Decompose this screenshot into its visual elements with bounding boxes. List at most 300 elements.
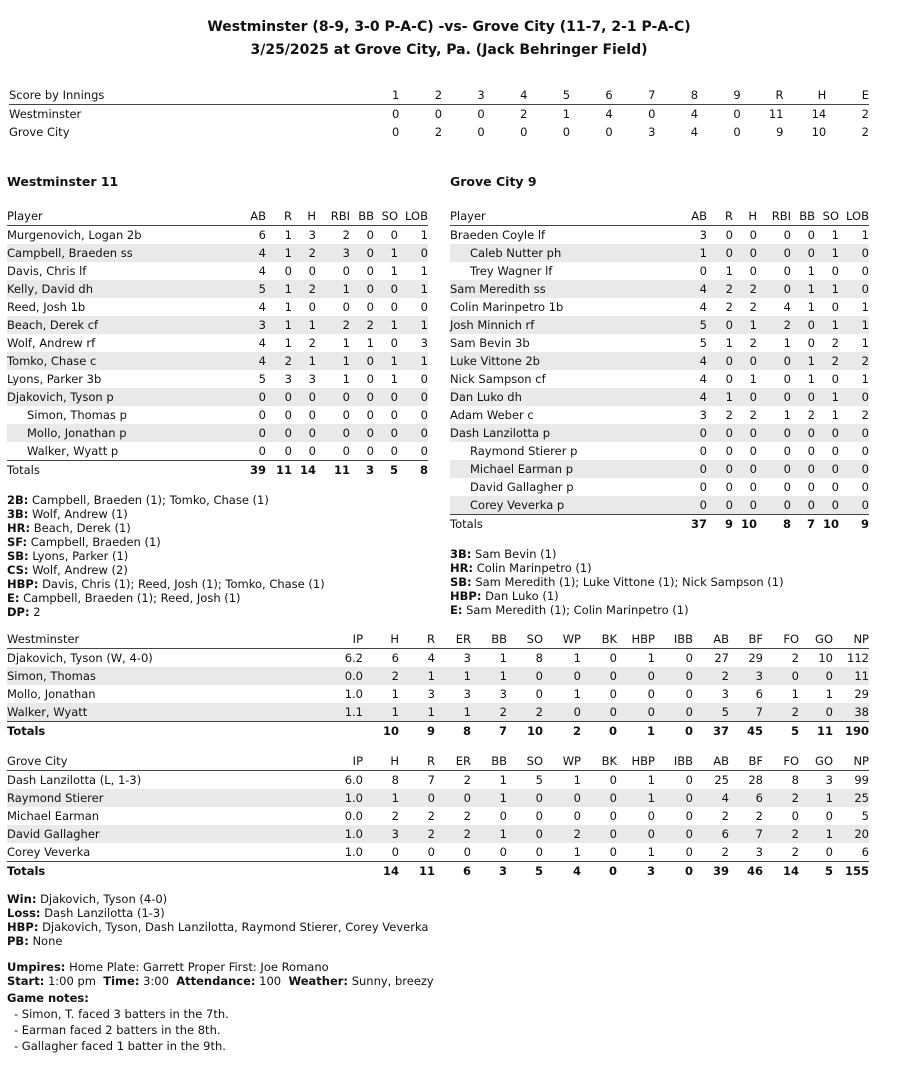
linescore-cell: 10 [811,125,827,139]
home-batter-stat: 1 [861,300,869,314]
home-batter-stat: 0 [783,444,791,458]
linescore-cell: 0 [477,107,485,121]
away-pitcher-stat: 0 [581,667,617,685]
home-pitcher-stat: 6 [693,825,729,843]
linescore-col-1: 1 [357,86,400,105]
away-batter-name: Tomko, Chase c [7,352,234,370]
linescore-team: Westminster [9,107,82,121]
home-batter-name: Braeden Coyle lf [450,228,546,242]
home-pitcher-stat: 0 [543,789,581,807]
note-key: 3B: [7,507,29,521]
away-pit-total-stat: 10 [363,722,399,741]
home-batter-stat: 0 [839,280,869,298]
home-bat-col-so: SO [815,207,839,226]
home-pitcher-stat: 28 [748,773,763,787]
home-pitcher-stat: 1.0 [325,789,363,807]
linescore-cell: 2 [520,107,528,121]
away-batter-row [7,406,428,424]
home-batter-row [450,388,869,406]
note-line [7,577,325,591]
home-pit-col-fo: FO [763,752,799,771]
home-batter-row [450,460,869,478]
away-pitcher-stat: 0 [799,703,833,722]
home-pitcher-stat: 0 [647,809,655,823]
home-batter-stat: 0 [757,388,791,406]
away-batter-row [7,280,428,298]
away-batter-row [7,262,428,280]
away-pitcher-stat: 1 [399,703,435,722]
home-batter-stat: 0 [783,264,791,278]
away-batter-stat: 0 [398,244,428,262]
home-batter-stat: 2 [725,408,733,422]
away-batter-stat: 0 [390,444,398,458]
linescore-col-6: 6 [570,86,613,105]
home-batter-row [450,478,869,496]
home-pitcher-stat: 0 [391,845,399,859]
away-total-stat: 14 [292,461,316,480]
home-batter-stat: 1 [783,408,791,422]
away-pitching-header-row [7,630,869,649]
home-pitcher-stat: 0 [581,825,617,843]
away-pitcher-stat: 1 [391,687,399,701]
away-batter-row [7,442,428,461]
away-pitcher-stat: 5 [693,703,729,722]
home-batter-stat: 1 [861,228,869,242]
note-key: HBP: [450,589,482,603]
away-batter-stat: 1 [266,316,292,334]
note-line [7,535,325,549]
away-pitcher-stat: 11 [833,667,869,685]
note-key: HBP: [7,577,39,591]
away-pit-total-stat: 1 [617,722,655,741]
home-batter-name: Caleb Nutter ph [450,244,675,262]
home-batter-stat: 0 [839,424,869,442]
away-pit-total-stat: 37 [693,722,729,741]
home-batter-stat: 0 [733,496,757,515]
away-pitcher-stat: 6.2 [344,651,363,665]
away-pitcher-stat: 3 [721,687,729,701]
away-batter-row [7,226,428,245]
home-batter-stat: 3 [699,408,707,422]
home-pit-total-stat: 4 [543,862,581,881]
home-total-stat: 8 [757,515,791,534]
away-batter-stat: 0 [342,408,350,422]
away-batter-stat: 1 [398,352,428,370]
away-pitcher-stat: 3 [463,687,471,701]
note-line [7,892,428,906]
away-batter-name: Davis, Chris lf [7,264,87,278]
linescore-cell: 0 [733,107,741,121]
home-pitcher-stat: 6 [861,845,869,859]
linescore-cell: 0 [605,125,613,139]
home-batting-header-row [450,207,869,226]
away-pitcher-stat: 1 [435,703,471,722]
note-value: Djakovich, Tyson (4-0) [40,892,168,906]
away-pit-total-stat [325,722,363,741]
home-pitcher-stat: 2 [391,809,399,823]
away-pit-total-stat: 8 [435,722,471,741]
home-pit-total-stat: 6 [435,862,471,881]
home-pitcher-stat: 1 [799,789,833,807]
away-batter-stat: 0 [350,424,374,442]
home-batter-stat: 1 [839,316,869,334]
home-pitcher-stat: 2 [721,845,729,859]
away-pitcher-stat: 4 [427,651,435,665]
away-pit-col-ip: IP [325,630,363,649]
home-batter-stat: 0 [749,444,757,458]
home-pit-col-so: SO [507,752,543,771]
home-bat-col-ab: AB [675,207,707,226]
home-batter-row [450,226,869,245]
note-key: 3B: [450,547,472,561]
home-bat-col-h: H [733,207,757,226]
home-batter-row [450,442,869,460]
home-batter-stat: 0 [791,424,815,442]
home-batter-stat: 0 [831,444,839,458]
away-pitcher-stat: 3 [729,667,763,685]
home-pitcher-stat: 2 [399,825,435,843]
home-pitcher-stat: 2 [721,809,729,823]
home-pitcher-stat: 1 [471,825,507,843]
away-pit-total-stat: 0 [581,722,617,741]
home-batter-stat: 0 [791,388,815,406]
linescore-cell: 0 [562,125,571,139]
linescore-col-E: E [826,86,869,105]
away-batter-stat: 0 [390,408,398,422]
away-batter-stat: 1 [284,300,292,314]
away-batter-stat: 0 [390,300,398,314]
away-batter-stat: 0 [398,388,428,406]
home-pitcher-stat: 0 [427,845,435,859]
home-pitcher-stat: 0 [581,789,617,807]
away-batter-stat: 0 [374,280,398,298]
away-pitcher-stat: 29 [748,651,763,665]
home-pit-totals-label: Totals [7,862,325,881]
away-pitching-table [7,630,869,740]
home-pitcher-stat: 0 [609,809,617,823]
note-key: 2B: [7,493,29,507]
home-bat-col-r: R [707,207,733,226]
note-value: Dan Luko (1) [485,589,559,603]
away-batter-name: Beach, Derek cf [7,316,234,334]
away-batter-stat: 0 [284,264,292,278]
home-pitching-table [7,752,869,880]
home-batter-stat: 1 [861,336,869,350]
home-pitcher-stat: 0 [655,825,693,843]
home-batter-stat: 4 [783,300,791,314]
home-pitching-totals [7,862,869,881]
home-pitcher-stat: 1 [647,773,655,787]
home-batter-stat: 0 [861,480,869,494]
away-pitcher-row [7,703,869,722]
away-pitcher-stat: 1 [471,667,507,685]
away-pit-col-fo: FO [763,630,799,649]
home-batter-stat: 0 [861,264,869,278]
home-pitcher-stat: 2 [763,789,799,807]
away-pitcher-stat: 1 [499,651,507,665]
linescore-cell: 0 [520,125,528,139]
home-batter-stat: 0 [725,444,733,458]
home-batter-stat: 0 [815,424,839,442]
home-pitcher-stat: 20 [833,825,869,843]
away-bat-col-h: H [292,207,316,226]
away-batter-row [7,244,428,262]
home-batter-stat: 0 [791,496,815,515]
linescore-row [9,123,869,141]
note-line [7,507,325,521]
away-batter-stat: 3 [316,244,350,262]
away-batter-stat: 0 [390,336,398,350]
note-value: 2 [33,605,41,619]
home-batting-title: Grove City 9 [450,174,537,189]
away-pitcher-stat: 1 [825,687,833,701]
away-batter-name: Djakovich, Tyson p [7,388,234,406]
home-batter-stat: 0 [733,424,757,442]
away-pitcher-stat: 0 [647,687,655,701]
home-batter-stat: 0 [831,372,839,386]
away-batter-stat: 0 [284,444,292,458]
linescore-col-7: 7 [613,86,656,105]
umpires-line: Umpires: Home Plate: Garrett Proper First: Joe Romano [7,960,329,974]
home-batter-stat: 0 [699,264,707,278]
home-pit-total-stat: 3 [471,862,507,881]
away-pitcher-name: Djakovich, Tyson (W, 4-0) [7,651,153,665]
away-batter-row [7,388,428,406]
linescore-row [9,105,869,124]
home-batter-stat: 0 [707,460,733,478]
away-batter-stat: 5 [258,372,266,386]
away-pit-col-bf: BF [729,630,763,649]
home-pit-total-stat: 46 [729,862,763,881]
away-batter-stat: 0 [420,444,428,458]
away-batter-stat: 3 [234,316,266,334]
home-batter-stat: 4 [675,280,707,298]
home-pitcher-stat: 6.0 [344,773,363,787]
home-pitcher-stat: 3 [755,845,763,859]
home-batter-stat: 1 [791,280,815,298]
home-pitcher-stat: 7 [729,825,763,843]
note-value: Colin Marinpetro (1) [476,561,592,575]
away-batter-stat: 0 [308,444,316,458]
away-batter-stat: 0 [234,424,266,442]
linescore-col-8: 8 [655,86,698,105]
linescore-col-R: R [741,86,784,105]
home-batter-row [450,496,869,515]
game-note-item: - Gallagher faced 1 batter in the 9th. [14,1039,226,1053]
home-pitcher-stat: 1 [499,773,507,787]
home-pit-col-hbp: HBP [617,752,655,771]
away-pitcher-stat: 3 [463,651,471,665]
away-total-stat: 11 [266,461,292,480]
home-pitcher-stat: 0 [609,845,617,859]
home-batter-stat: 0 [733,352,757,370]
home-pit-total-stat [325,862,363,881]
home-pitcher-stat: 0 [791,809,799,823]
home-batter-row [450,316,869,334]
linescore-col-2: 2 [399,86,442,105]
home-pitcher-stat: 99 [854,773,869,787]
note-line [450,589,784,603]
linescore-cell: 4 [690,125,699,139]
away-batter-stat: 0 [234,388,266,406]
away-pitcher-stat: 3 [499,687,507,701]
away-pitcher-stat: 0 [617,703,655,722]
away-batter-stat: 0 [366,408,374,422]
away-pitcher-stat: 1 [363,703,399,722]
home-pit-col-r: R [399,752,435,771]
home-batter-stat: 0 [749,264,757,278]
home-batter-name: Luke Vittone 2b [450,352,675,370]
home-pitcher-stat: 5 [861,809,869,823]
home-batter-name: Sam Bevin 3b [450,336,530,350]
home-batter-stat: 1 [807,264,815,278]
linescore-col-3: 3 [442,86,485,105]
home-pitcher-stat: 8 [391,773,399,787]
away-pitcher-stat: 1 [573,687,581,701]
away-batter-stat: 1 [398,280,428,298]
away-pit-col-hbp: HBP [617,630,655,649]
note-line [7,521,325,535]
home-batter-stat: 3 [699,228,707,242]
home-batter-stat: 2 [831,336,839,350]
home-batter-stat: 2 [749,408,757,422]
away-batter-stat: 0 [258,444,266,458]
away-pit-total-stat: 190 [833,722,869,741]
home-batter-stat: 1 [783,336,791,350]
away-batting-notes [7,493,325,619]
home-batter-stat: 0 [783,480,791,494]
away-pitcher-stat: 8 [535,651,543,665]
home-pitcher-stat: 0.0 [344,809,363,823]
away-pit-col-bb: BB [471,630,507,649]
away-batter-stat: 0 [292,388,316,406]
home-pitcher-stat: 2 [755,809,763,823]
away-total-stat: 8 [398,461,428,480]
note-key: E: [450,603,463,617]
home-pitcher-stat: 1 [573,845,581,859]
away-pit-col-so: SO [507,630,543,649]
linescore-cell: 4 [605,107,613,121]
home-batter-row [450,370,869,388]
away-total-stat: 39 [234,461,266,480]
away-batter-row [7,424,428,442]
away-batter-stat: 1 [374,352,398,370]
home-batter-name: Corey Veverka p [450,496,675,515]
linescore-team: Grove City [9,125,70,139]
away-batter-stat: 5 [234,280,266,298]
away-pitcher-stat: 0 [507,667,543,685]
away-batter-stat: 4 [258,336,266,350]
away-batter-stat: 1 [342,336,350,350]
away-pit-col-go: GO [799,630,833,649]
home-batter-stat: 0 [733,460,757,478]
game-note-item: - Simon, T. faced 3 batters in the 7th. [14,1007,229,1021]
home-pitcher-name: Dash Lanzilotta (L, 1-3) [7,773,142,787]
away-pitcher-stat: 1 [435,667,471,685]
away-batter-stat: 0 [284,408,292,422]
home-pitcher-stat: 5 [535,773,543,787]
note-line [7,591,325,605]
home-pit-total-stat: 5 [799,862,833,881]
home-batter-stat: 1 [791,352,815,370]
home-pit-col-ab: AB [693,752,729,771]
home-batter-stat: 2 [733,280,757,298]
linescore-cell: 0 [648,107,656,121]
home-batter-name: Raymond Stierer p [470,444,578,458]
away-batter-stat: 1 [374,244,398,262]
home-batter-stat: 0 [807,480,815,494]
home-batter-stat: 2 [839,352,869,370]
game-title: Westminster (8-9, 3-0 P-A-C) -vs- Grove City (11-7, 2-1 P-A-C) [207,19,691,35]
away-batter-stat: 1 [316,280,350,298]
home-batter-stat: 2 [815,352,839,370]
home-batting-totals [450,515,869,534]
away-batter-stat: 2 [292,244,316,262]
home-bat-col-lob: LOB [839,207,869,226]
away-batter-stat: 0 [316,388,350,406]
away-batter-stat: 0 [308,408,316,422]
home-pitcher-stat: 0 [609,773,617,787]
away-pitcher-stat: 0 [685,651,693,665]
away-batter-stat: 2 [342,228,350,242]
away-pitcher-stat: 1 [647,651,655,665]
linescore-table [9,86,869,141]
home-batter-stat: 0 [839,388,869,406]
away-pitcher-stat: 6 [391,651,399,665]
away-pitcher-stat: 1 [399,667,435,685]
home-pitcher-stat: 0 [399,789,435,807]
home-total-stat: 7 [791,515,815,534]
home-batter-row [450,280,869,298]
home-batter-stat: 0 [707,424,733,442]
note-value: Lyons, Parker (1) [32,549,129,563]
home-pit-col-np: NP [833,752,869,771]
home-batter-stat: 4 [675,352,707,370]
linescore-cell: 0 [733,125,741,139]
home-pitcher-stat: 4 [693,789,729,807]
away-pit-total-stat: 11 [799,722,833,741]
away-batter-stat: 0 [420,300,428,314]
home-batter-stat: 0 [757,496,791,515]
home-pitcher-name: David Gallagher [7,825,325,843]
away-pitcher-name: Simon, Thomas [7,667,325,685]
home-total-stat: 10 [733,515,757,534]
home-pitcher-stat: 0 [507,789,543,807]
note-key: CS: [7,563,29,577]
home-batter-stat: 0 [783,228,791,242]
home-pit-total-stat: 0 [581,862,617,881]
home-batter-stat: 1 [815,244,839,262]
away-pit-col-ab: AB [693,630,729,649]
home-pitcher-stat: 1 [647,845,655,859]
home-pitcher-stat: 2 [435,825,471,843]
note-line [7,549,325,563]
home-batter-stat: 1 [815,388,839,406]
home-pit-col-ip: IP [325,752,363,771]
home-batter-stat: 0 [757,424,791,442]
away-total-stat: 11 [316,461,350,480]
home-batter-row [450,352,869,370]
game-notes-title: Game notes: [7,991,89,1005]
home-batter-stat: 0 [757,280,791,298]
home-pitcher-name: Corey Veverka [7,845,91,859]
away-batter-stat: 1 [398,316,428,334]
home-batter-name: Trey Wagner lf [470,264,553,278]
home-batter-row [450,334,869,352]
away-batter-name: Wolf, Andrew rf [7,336,96,350]
away-pitcher-stat: 112 [847,651,869,665]
home-batter-stat: 0 [839,460,869,478]
